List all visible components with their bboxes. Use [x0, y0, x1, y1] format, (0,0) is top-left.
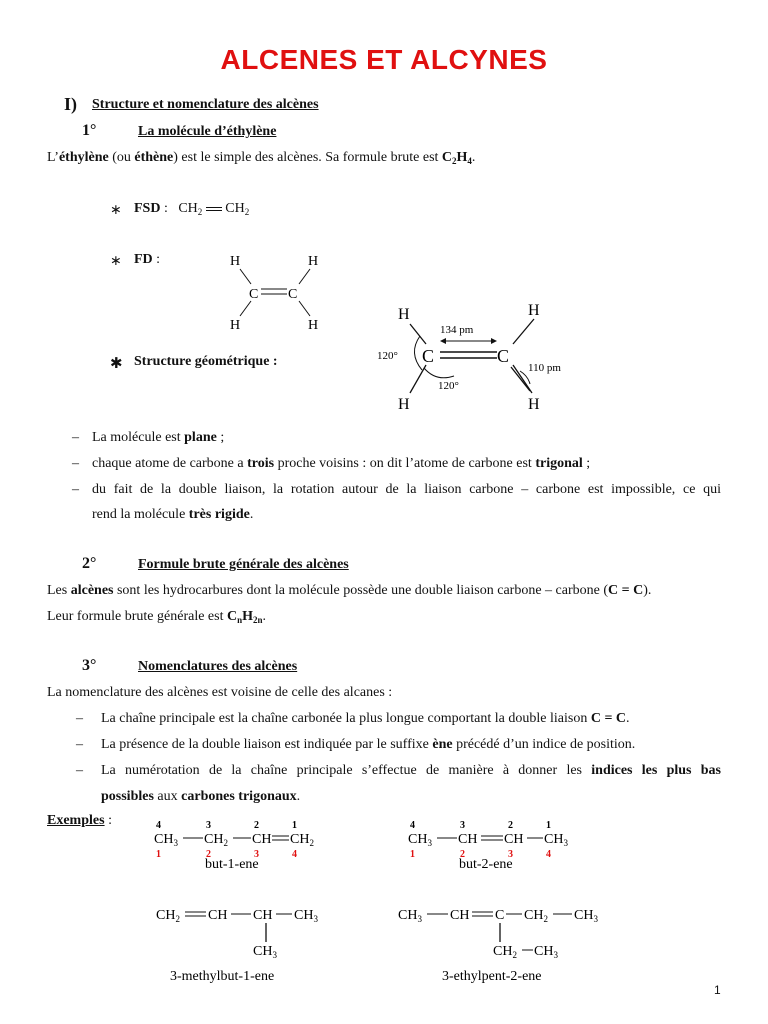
geometry-label: Structure géométrique : — [134, 354, 278, 369]
group: $CH_3$ — [398, 908, 422, 924]
list-item: du fait de la double liaison, la rotation autour de la liaison carbone – carbone est impossible, ce qui — [92, 482, 721, 497]
list-item: La présence de la double liaison est indiquée par le suffixe ène précédé d’un indice de position. — [101, 737, 636, 752]
paragraph: Leur formule brute générale est $C_nH_{2n}$. — [47, 609, 267, 625]
group: $CH_2$ — [204, 832, 228, 848]
compound-name: but-2-ene — [459, 857, 513, 872]
group: $CH_3$ — [154, 832, 178, 848]
geo-atom-h: H — [528, 302, 540, 319]
group: $CH_2$ — [290, 832, 314, 848]
ethylene-intro: L’éthylène (ou éthène) est le simple des alcènes. Sa formule brute est $C_2H_4$. — [47, 150, 476, 166]
carbon-index-bottom: 1 — [410, 849, 415, 860]
asterisk-icon: ∗ — [110, 254, 122, 269]
group: CH — [458, 832, 478, 847]
section-title: Structure et nomenclature des alcènes — [92, 97, 319, 112]
fd-atom-h: H — [230, 254, 241, 269]
subsection-title: Nomenclatures des alcènes — [138, 659, 298, 674]
asterisk-icon: ∗ — [110, 203, 122, 218]
angle-label: 120° — [438, 380, 459, 392]
geo-atom-c: C — [422, 346, 435, 366]
fsd-line: FSD : $CH_2$ $CH_2$ — [134, 201, 250, 217]
carbon-index-top: 3 — [460, 820, 465, 831]
fd-atom-h: H — [308, 254, 319, 269]
dash-icon: – — [72, 456, 79, 471]
fd-atom-h: H — [230, 318, 241, 333]
bond-length-label: 134 pm — [440, 324, 474, 336]
branch-group: $CH_3$ — [534, 944, 558, 960]
dash-icon: – — [72, 482, 79, 497]
carbon-index-top: 1 — [292, 820, 297, 831]
page-number: 1 — [714, 983, 721, 997]
group: CH — [208, 908, 228, 923]
ch-length-label: 110 pm — [528, 362, 561, 374]
dash-icon: – — [76, 737, 83, 752]
carbon-index-top: 1 — [546, 820, 551, 831]
example-but-2-ene — [404, 816, 594, 872]
carbon-index-bottom: 4 — [546, 849, 551, 860]
paragraph: Les alcènes sont les hydrocarbures dont la molécule possède une double liaison carbone – carbone (C = C). — [47, 583, 652, 598]
ethylene-geometry-diagram — [370, 298, 580, 420]
carbon-index-bottom: 3 — [254, 849, 259, 860]
fd-atom-c: C — [249, 287, 259, 302]
group: CH — [252, 832, 272, 847]
fd-atom-c: C — [288, 287, 298, 302]
list-item: La molécule est plane ; — [92, 430, 225, 445]
group: CH — [504, 832, 524, 847]
geo-atom-h: H — [528, 396, 540, 413]
paragraph: La nomenclature des alcènes est voisine de celle des alcanes : — [47, 685, 393, 700]
example-but-1-ene — [150, 816, 330, 872]
group: $CH_3$ — [544, 832, 568, 848]
page-title: ALCENES ET ALCYNES — [220, 44, 548, 75]
group: $CH_2$ — [524, 908, 548, 924]
carbon-index-top: 2 — [508, 820, 513, 831]
carbon-index-top: 3 — [206, 820, 211, 831]
carbon-index-top: 4 — [410, 820, 415, 831]
carbon-index-bottom: 2 — [206, 849, 211, 860]
dash-icon: – — [72, 430, 79, 445]
group: $CH_3$ — [574, 908, 598, 924]
carbon-index-top: 4 — [156, 820, 161, 831]
list-item: La chaîne principale est la chaîne carbonée la plus longue comportant la double liaison C = C. — [101, 711, 630, 726]
fd-atom-h: H — [308, 318, 319, 333]
compound-name: but-1-ene — [205, 857, 259, 872]
group: C — [495, 908, 505, 923]
branch-group: $CH_3$ — [253, 944, 277, 960]
example-3-methylbut-1-ene — [150, 898, 350, 988]
group: CH — [253, 908, 273, 923]
group: $CH_3$ — [408, 832, 432, 848]
subsection-title: La molécule d’éthylène — [138, 124, 277, 139]
group: CH — [450, 908, 470, 923]
fd-line: FD : — [134, 252, 161, 267]
group: $CH_2$ — [156, 908, 180, 924]
subsection-number: 1° — [82, 122, 97, 139]
list-item: chaque atome de carbone a trois proche voisins : on dit l’atome de carbone est trigonal ; — [92, 456, 591, 471]
examples-label: Exemples : — [47, 813, 112, 828]
carbon-index-bottom: 2 — [460, 849, 465, 860]
geo-atom-h: H — [398, 396, 410, 413]
dash-icon: – — [76, 763, 83, 778]
list-item-continuation: rend la molécule très rigide. — [92, 507, 254, 522]
carbon-index-top: 2 — [254, 820, 259, 831]
subsection-number: 2° — [82, 555, 97, 572]
dash-icon: – — [76, 711, 83, 726]
subsection-number: 3° — [82, 657, 97, 674]
carbon-index-bottom: 4 — [292, 849, 297, 860]
asterisk-icon: ✱ — [110, 356, 123, 372]
fd-structure — [220, 248, 340, 338]
geo-atom-h: H — [398, 306, 410, 323]
carbon-index-bottom: 3 — [508, 849, 513, 860]
list-item-continuation: possibles aux carbones trigonaux. — [101, 789, 301, 804]
example-3-ethylpent-2-ene — [394, 898, 614, 988]
carbon-index-bottom: 1 — [156, 849, 161, 860]
angle-label: 120° — [377, 350, 398, 362]
branch-group: $CH_2$ — [493, 944, 517, 960]
subsection-title: Formule brute générale des alcènes — [138, 557, 349, 572]
group: $CH_3$ — [294, 908, 318, 924]
list-item: La numérotation de la chaîne principale s’effectue de manière à donner les indices les plus bas — [101, 763, 721, 778]
section-number: I) — [64, 94, 77, 114]
compound-name: 3-methylbut-1-ene — [170, 969, 275, 984]
compound-name: 3-ethylpent-2-ene — [442, 969, 542, 984]
geo-atom-c: C — [497, 346, 510, 366]
